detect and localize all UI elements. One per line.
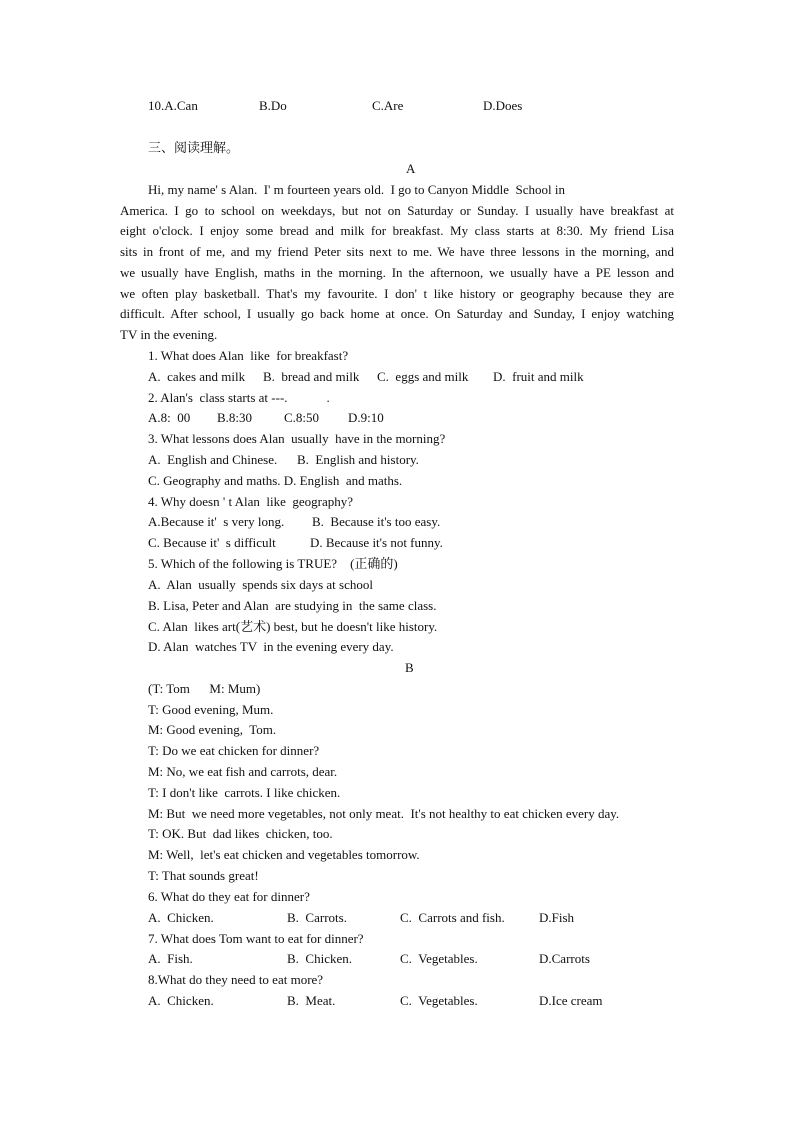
- option: B. Carrots.: [287, 910, 347, 925]
- option: D. Because it's not funny.: [310, 535, 443, 550]
- question-1: 1. What does Alan like for breakfast?: [148, 348, 349, 363]
- option: C. eggs and milk: [377, 369, 469, 384]
- option: C. Geography and maths. D. English and maths.: [148, 473, 403, 488]
- option: D. Alan watches TV in the evening every day.: [148, 639, 394, 654]
- question-7: 7. What does Tom want to eat for dinner?: [148, 931, 364, 946]
- question-6: 6. What do they eat for dinner?: [148, 889, 310, 904]
- option: C.8:50: [284, 410, 320, 425]
- dialogue-line: M: No, we eat fish and carrots, dear.: [148, 764, 338, 779]
- passage-line: difficult. After school, I usually go back home at once. On Saturday and Sunday, I enjoy watching: [120, 306, 674, 321]
- option: A.8: 00: [148, 410, 191, 425]
- dialogue-line: M: But we need more vegetables, not only meat. It's not healthy to eat chicken every day.: [148, 806, 620, 821]
- question-2: 2. Alan's class starts at ---. .: [148, 390, 330, 405]
- passage-line: we often play basketball. That's my favourite. I don' t like history or geography because they are: [120, 286, 674, 301]
- option: A.Because it' s very long.: [148, 514, 285, 529]
- passage-b-label: B: [405, 660, 414, 675]
- option: C. Alan likes art(艺术) best, but he doesn't like history.: [148, 619, 438, 634]
- passage-a-label: A: [406, 161, 416, 176]
- option: A. Alan usually spends six days at school: [148, 577, 373, 592]
- dialogue-line: M: Good evening, Tom.: [148, 722, 277, 737]
- dialogue-line: M: Well, let's eat chicken and vegetables tomorrow.: [148, 847, 420, 862]
- option: D.Fish: [539, 910, 575, 925]
- q10-option-a: 10.A.Can: [148, 98, 198, 113]
- passage-line: America. I go to school on weekdays, but not on Saturday or Sunday. I usually have breakfast at: [120, 203, 674, 218]
- question-4: 4. Why doesn ' t Alan like geography?: [148, 494, 354, 509]
- option: D. fruit and milk: [493, 369, 584, 384]
- passage-line: eight o'clock. I enjoy some bread and milk for breakfast. My class starts at 8:30. My friend Lisa: [120, 223, 674, 238]
- passage-line: sits in front of me, and my friend Peter sits next to me. We have three lessons in the morning, and: [120, 244, 674, 259]
- option: C. Because it' s difficult: [148, 535, 276, 550]
- option: A. Chicken.: [148, 910, 214, 925]
- option: D.Carrots: [539, 951, 590, 966]
- option: D.9:10: [348, 410, 384, 425]
- option: B. Meat.: [287, 993, 336, 1008]
- passage-line: TV in the evening.: [120, 327, 218, 342]
- passage-line: we usually have English, maths in the morning. In the afternoon, we usually have a PE lesson and: [120, 265, 674, 280]
- dialogue-line: T: Good evening, Mum.: [148, 702, 274, 717]
- dialogue-line: T: OK. But dad likes chicken, too.: [148, 826, 333, 841]
- option: C. Vegetables.: [400, 993, 478, 1008]
- option: A. English and Chinese.: [148, 452, 278, 467]
- option: B. Because it's too easy.: [312, 514, 441, 529]
- dialogue-line: T: Do we eat chicken for dinner?: [148, 743, 320, 758]
- option: D.Ice cream: [539, 993, 603, 1008]
- question-5: 5. Which of the following is TRUE? (正确的): [148, 556, 398, 571]
- option: B.8:30: [217, 410, 253, 425]
- option: C. Vegetables.: [400, 951, 478, 966]
- q10-option-d: D.Does: [483, 98, 523, 113]
- option: A. Chicken.: [148, 993, 214, 1008]
- q10-option-c: C.Are: [372, 98, 404, 113]
- option: B. Lisa, Peter and Alan are studying in the same class.: [148, 598, 437, 613]
- question-8: 8.What do they need to eat more?: [148, 972, 324, 987]
- option: B. English and history.: [297, 452, 419, 467]
- option: B. bread and milk: [263, 369, 360, 384]
- dialogue-line: T: I don't like carrots. I like chicken.: [148, 785, 341, 800]
- q10-option-b: B.Do: [259, 98, 287, 113]
- question-3: 3. What lessons does Alan usually have in the morning?: [148, 431, 446, 446]
- dialogue-line: (T: Tom M: Mum): [148, 681, 261, 696]
- option: A. Fish.: [148, 951, 193, 966]
- dialogue-line: T: That sounds great!: [148, 868, 259, 883]
- section-title: 三、阅读理解。: [148, 140, 240, 155]
- option: A. cakes and milk: [148, 369, 246, 384]
- passage-line: Hi, my name' s Alan. I' m fourteen years old. I go to Canyon Middle School in: [148, 182, 566, 197]
- option: B. Chicken.: [287, 951, 352, 966]
- option: C. Carrots and fish.: [400, 910, 505, 925]
